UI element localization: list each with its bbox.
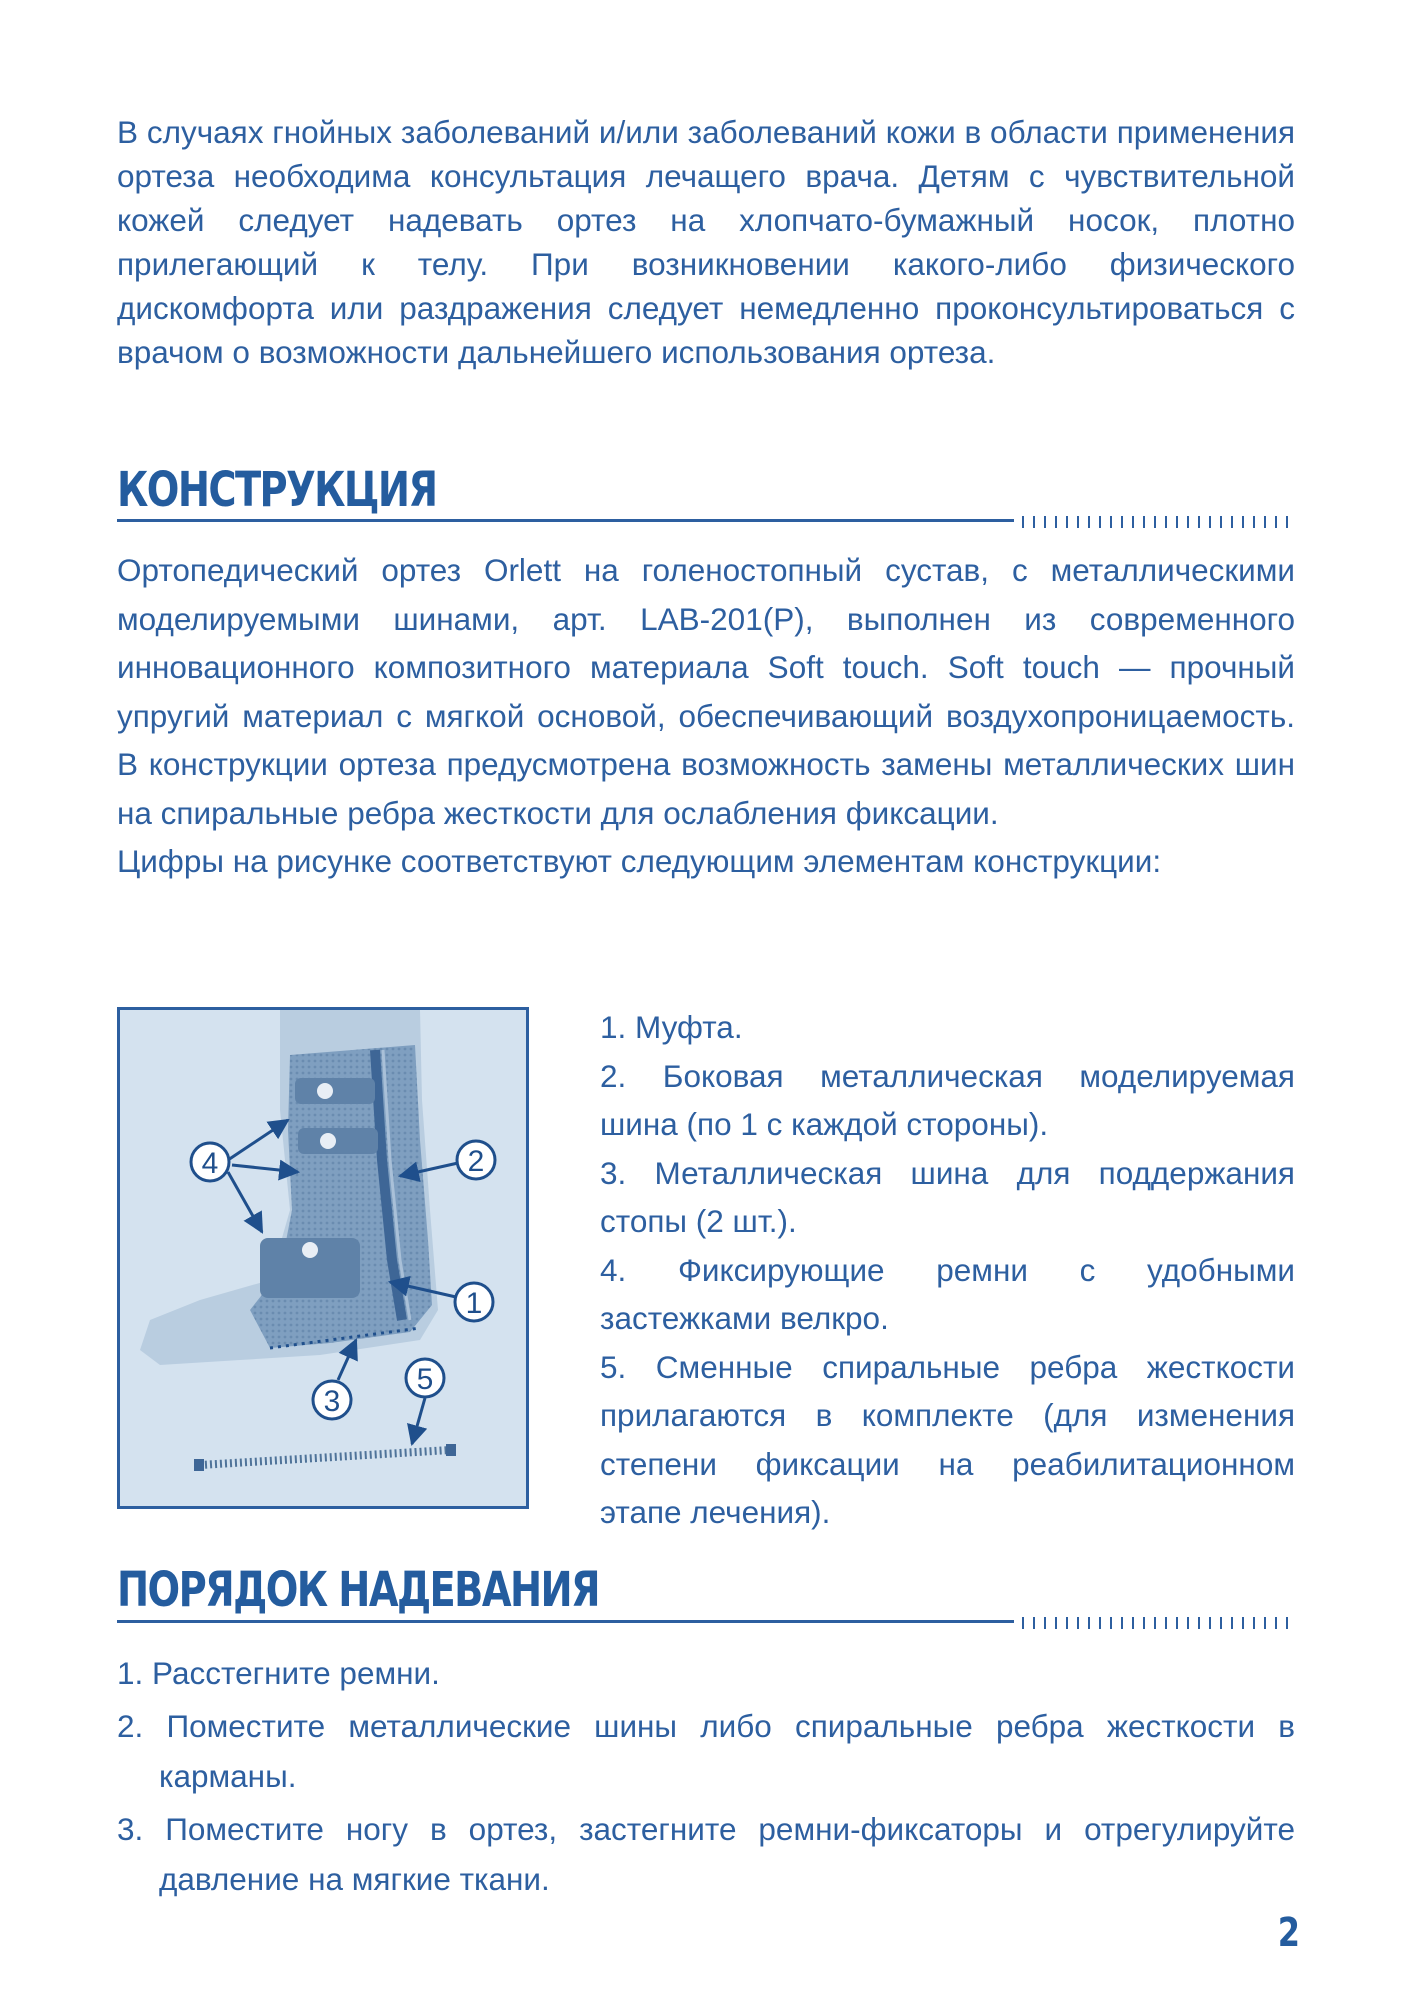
callout-1 (455, 1283, 493, 1321)
list-item: 5. Сменные спиральные ребра жесткости прилагаются в комплекте (для изменения степени фиксации на реабилитационном этапе лечения). (600, 1348, 1295, 1530)
svg-text:5: 5 (416, 1363, 434, 1396)
callout-5 (406, 1359, 444, 1397)
orthosis-figure (117, 1007, 529, 1509)
step-item: 3. Поместите ногу в ортез, застегните ремни-фиксаторы и отрегулируйте давление на мягкие ткани. (117, 1811, 1295, 1897)
heading-underline (117, 1620, 1014, 1623)
strap-middle (298, 1128, 378, 1154)
step-item: 1. Расстегните ремни. (117, 1655, 440, 1691)
spiral-rib (200, 1450, 450, 1465)
svg-text:3: 3 (323, 1385, 341, 1418)
figure-intro: Цифры на рисунке соответствуют следующим элементам конструкции: (117, 843, 1162, 879)
svg-text:1: 1 (465, 1287, 483, 1320)
construction-paragraph: Ортопедический ортез Orlett на голеностопный сустав, с металлическими моделируемыми шинами, арт. LAB-201(P), выполнен из современного инновационного композитного материала Soft touch. Soft touch — прочный упругий материал с мягкой основой, обеспечивающий воздухопроницаемость. В конструкции ортеза предусмотрена возможность замены металлических шин на спиральные ребра жесткости для ослабления фиксации. (117, 552, 1295, 831)
callout-4 (191, 1143, 229, 1181)
construction-items-list (600, 1003, 1295, 1537)
page-number: 2 (1277, 1910, 1300, 1956)
svg-text:2: 2 (467, 1145, 485, 1178)
heading-tick-marks (1022, 516, 1294, 528)
callout-2 (457, 1141, 495, 1179)
construction-body (117, 546, 1295, 886)
list-item: 3. Металлическая шина для поддержания стопы (2 шт.). (600, 1154, 1295, 1239)
heading-tick-marks (1022, 1617, 1294, 1629)
list-item: 4. Фиксирующие ремни с удобными застежками велкро. (600, 1251, 1295, 1336)
list-item: 2. Боковая металлическая моделируемая шина (по 1 с каждой стороны). (600, 1057, 1295, 1142)
heading-underline (117, 519, 1014, 522)
strap-upper (295, 1078, 375, 1104)
list-item: 1. Муфта. (600, 1009, 743, 1045)
callout-3 (313, 1381, 351, 1419)
step-item: 2. Поместите металлические шины либо спиральные ребра жесткости в карманы. (117, 1708, 1295, 1794)
intro-paragraph: В случаях гнойных заболеваний и/или заболеваний кожи в области применения ортеза необходима консультация лечащего врача. Детям с чувствительной кожей следует надевать ортез на хлопчато-бумажный носок, плотно прилегающий к телу. При возникновении какого-либо физического дискомфорта или раздражения следует немедленно проконсультироваться с врачом о возможности дальнейшего использования ортеза. (117, 114, 1295, 370)
svg-text:4: 4 (201, 1147, 219, 1180)
putting-on-steps (117, 1648, 1295, 1907)
section-heading-construction: КОНСТРУКЦИЯ (117, 462, 437, 518)
section-heading-putting-on: ПОРЯДОК НАДЕВАНИЯ (117, 1562, 600, 1618)
